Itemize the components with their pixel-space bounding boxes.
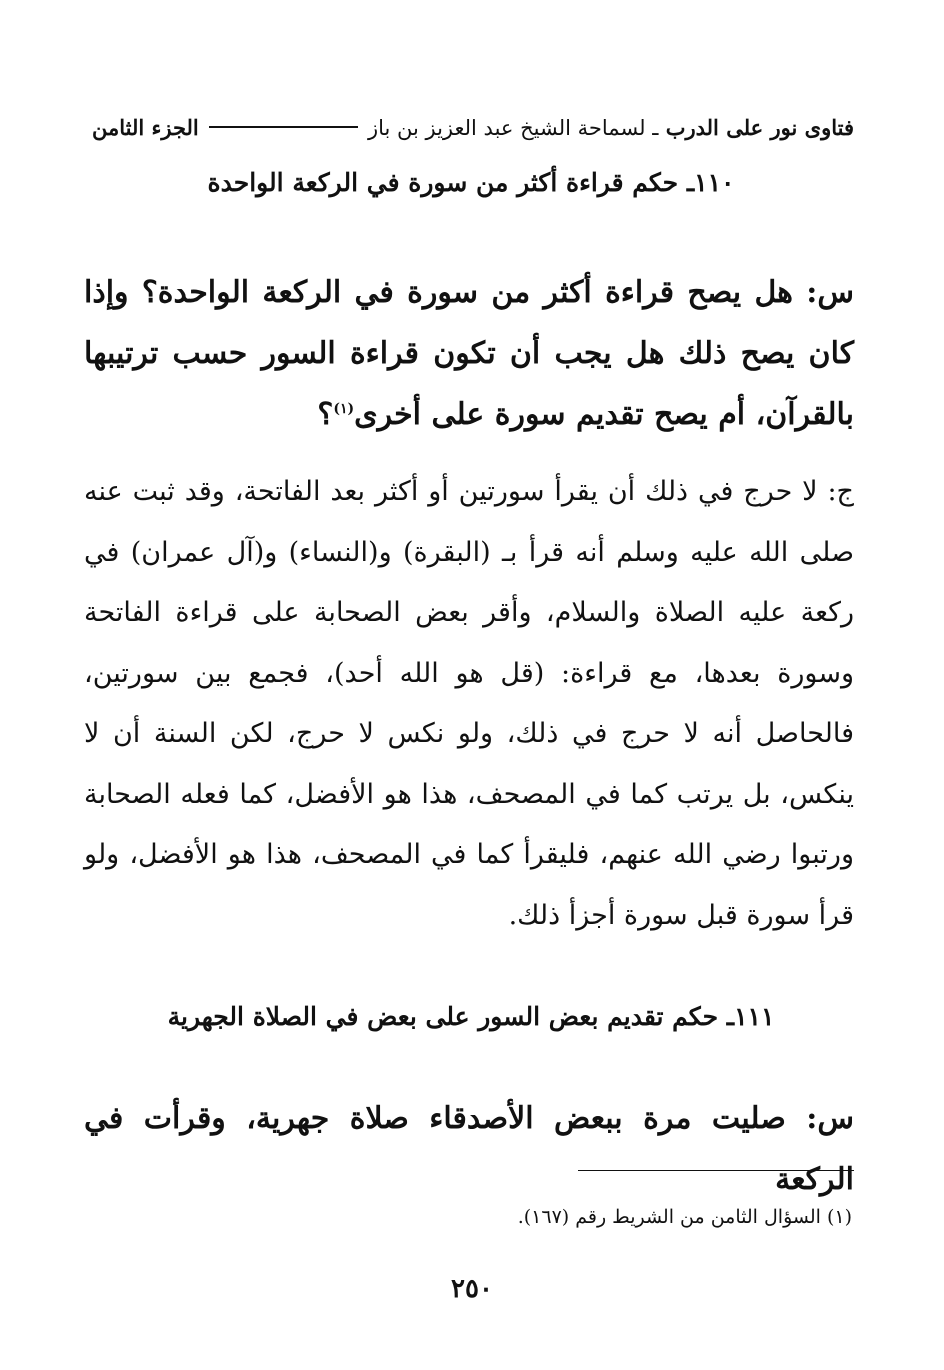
section-title-110: ١١٠ـ حكم قراءة أكثر من سورة في الركعة الواحدة: [207, 168, 735, 197]
footnote-marker: (١): [333, 401, 355, 417]
page-number: ٢٥٠: [451, 1274, 493, 1304]
question-111: س: صليت مرة ببعض الأصدقاء صلاة جهرية، وقرأت في الركعة: [84, 1101, 854, 1197]
header-rule: [209, 126, 358, 128]
answer-110: ج: لا حرج في ذلك أن يقرأ سورتين أو أكثر بعد الفاتحة، وقد ثبت عنه صلى الله عليه وسلم أنه قرأ بـ (البقرة) و(النساء) و(آل عمران) في ركعة عليه الصلاة والسلام، وأقر بعض الصحابة على قراءة الفاتحة وسورة بعدها، مع قراءة: (قل هو الله أحد)، فجمع بين سورتين، فالحاصل أنه لا حرج في ذلك، ولو نكس لا حرج، لكن السنة أن لا ينكس، بل يرتب كما في المصحف، هذا هو الأفضل، كما فعله الصحابة ورتبوا رضي الله عنهم، فليقرأ كما في المصحف، هذا هو الأفضل، ولو قرأ سورة قبل سورة أجزأ ذلك.: [84, 476, 854, 931]
question-110: [84, 262, 854, 445]
section-title-111: ١١١ـ حكم تقديم بعض السور على بعض في الصلاة الجهرية: [167, 1002, 775, 1031]
question-110-end: ؟: [317, 397, 334, 432]
footnote: (١) السؤال الثامن من الشريط رقم (١٦٧).: [517, 1206, 852, 1228]
footnote-separator: [578, 1170, 854, 1171]
running-header: [92, 110, 854, 144]
header-book-author: [368, 115, 854, 140]
question-110-text: س: هل يصح قراءة أكثر من سورة في الركعة الواحدة؟ وإذا كان يصح ذلك هل يجب أن تكون قراءة السور حسب ترتيبها بالقرآن، أم يصح تقديم سورة على أخرى: [84, 275, 854, 432]
header-volume: الجزء الثامن: [92, 114, 199, 140]
header-book-title: فتاوى نور على الدرب: [665, 114, 854, 140]
header-author: ـ لسماحة الشيخ عبد العزيز بن باز: [367, 115, 659, 140]
